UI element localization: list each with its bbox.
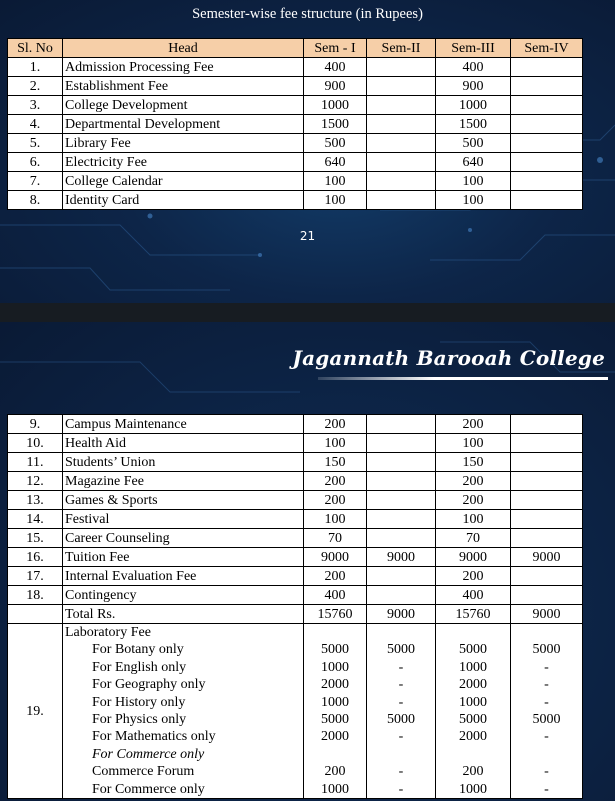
lab-fee-value: 200 (462, 764, 484, 780)
lab-fee-value: 1000 (321, 659, 349, 675)
cell-sem-3: 200 (436, 567, 511, 586)
table-row (8, 605, 583, 624)
lab-fee-item-label: Commerce Forum (92, 764, 195, 780)
cell-sem-1: 200 (304, 415, 367, 434)
cell-head: Games & Sports (63, 491, 304, 510)
cell-sem-2 (367, 115, 436, 134)
cell-sem-2 (367, 134, 436, 153)
cell-sem-3: 200 (436, 472, 511, 491)
cell-head: Electricity Fee (63, 153, 304, 172)
lab-fee-value (369, 746, 433, 763)
cell-sem-1: 100 (304, 172, 367, 191)
cell-head: Campus Maintenance (63, 415, 304, 434)
lab-fee-title: Laboratory Fee (65, 625, 151, 640)
cell-sem-2 (367, 624, 436, 799)
cell-sem-4 (511, 77, 583, 96)
table-row (8, 191, 583, 210)
fee-structure-table-part2 (7, 414, 583, 799)
lab-fee-value: 1000 (321, 694, 349, 710)
lab-fee-spacer (306, 624, 364, 641)
cell-sem-2 (367, 434, 436, 453)
cell-head: Admission Processing Fee (63, 58, 304, 77)
lab-fee-value: - (544, 694, 549, 710)
cell-sem-3: 640 (436, 153, 511, 172)
cell-head: Magazine Fee (63, 472, 304, 491)
cell-sem-4 (511, 453, 583, 472)
lab-fee-value: 5000 (459, 642, 487, 658)
table-caption: Semester-wise fee structure (in Rupees) (192, 6, 423, 22)
table-row (8, 172, 583, 191)
cell-sl-no: 19. (8, 624, 63, 799)
cell-sem-3: 200 (436, 415, 511, 434)
cell-sl-no: 11. (8, 453, 63, 472)
cell-sl-no: 7. (8, 172, 63, 191)
lab-fee-value: 5000 (321, 642, 349, 658)
cell-sem-4: 9000 (511, 548, 583, 567)
lab-fee-value: 1000 (459, 694, 487, 710)
cell-sem-1 (304, 624, 367, 799)
cell-sem-1: 640 (304, 153, 367, 172)
header-sem-3: Sem-III (436, 39, 511, 58)
lab-fee-value: 1000 (459, 659, 487, 675)
cell-sem-4 (511, 510, 583, 529)
lab-fee-value: 2000 (459, 729, 487, 745)
table-row (8, 510, 583, 529)
lab-fee-item-label: For Mathematics only (92, 729, 216, 745)
cell-sem-1: 1000 (304, 96, 367, 115)
cell-sem-3: 150 (436, 453, 511, 472)
cell-sl-no: 6. (8, 153, 63, 172)
table-row (8, 453, 583, 472)
lab-fee-value: 2000 (321, 677, 349, 693)
table-row (8, 434, 583, 453)
cell-head: Total Rs. (63, 605, 304, 624)
cell-sem-4 (511, 529, 583, 548)
lab-fee-item-label: For Geography only (92, 677, 206, 693)
cell-sem-1: 200 (304, 567, 367, 586)
cell-head: Tuition Fee (63, 548, 304, 567)
cell-sl-no: 4. (8, 115, 63, 134)
cell-sem-4 (511, 96, 583, 115)
cell-sem-4 (511, 624, 583, 799)
cell-sem-1: 1500 (304, 115, 367, 134)
cell-sl-no: 2. (8, 77, 63, 96)
cell-sem-2 (367, 58, 436, 77)
cell-head: College Development (63, 96, 304, 115)
lab-fee-value: 5000 (459, 712, 487, 728)
cell-sem-1: 100 (304, 510, 367, 529)
cell-head: Establishment Fee (63, 77, 304, 96)
cell-sem-3: 900 (436, 77, 511, 96)
table-row (8, 96, 583, 115)
lab-fee-value: - (544, 729, 549, 745)
cell-sem-3: 500 (436, 134, 511, 153)
cell-head: College Calendar (63, 172, 304, 191)
cell-head: Students’ Union (63, 453, 304, 472)
lab-fee-value: 5000 (532, 712, 561, 728)
cell-sem-1: 400 (304, 58, 367, 77)
cell-sem-1: 150 (304, 453, 367, 472)
lab-fee-value (513, 746, 580, 763)
cell-sem-3: 9000 (436, 548, 511, 567)
lab-fee-value: - (398, 781, 404, 797)
cell-sem-2 (367, 96, 436, 115)
cell-sl-no: 18. (8, 586, 63, 605)
cell-sem-2 (367, 472, 436, 491)
cell-head: Departmental Development (63, 115, 304, 134)
cell-sl-no: 9. (8, 415, 63, 434)
table-row (8, 491, 583, 510)
cell-sem-2: 9000 (367, 605, 436, 624)
cell-sem-4 (511, 115, 583, 134)
cell-sem-3: 100 (436, 191, 511, 210)
page-gap (0, 303, 615, 322)
cell-sem-2 (367, 586, 436, 605)
cell-head: Health Aid (63, 434, 304, 453)
cell-sem-3: 100 (436, 172, 511, 191)
cell-sem-3 (436, 624, 511, 799)
header-underline (318, 377, 608, 380)
cell-sl-no: 3. (8, 96, 63, 115)
cell-head (63, 624, 304, 799)
cell-sl-no: 13. (8, 491, 63, 510)
lab-fee-value: - (544, 764, 549, 780)
cell-sem-4 (511, 134, 583, 153)
lab-fee-value: 1000 (321, 781, 349, 797)
cell-sl-no: 16. (8, 548, 63, 567)
lab-fee-value: - (544, 659, 549, 675)
cell-sem-1: 200 (304, 491, 367, 510)
lab-fee-value: 2000 (321, 729, 349, 745)
document-page-1 (0, 0, 615, 303)
lab-fee-item-label: For Commerce only (92, 781, 205, 797)
cell-sem-3: 400 (436, 58, 511, 77)
cell-sem-4 (511, 586, 583, 605)
cell-sl-no: 12. (8, 472, 63, 491)
cell-sl-no: 17. (8, 567, 63, 586)
lab-fee-spacer (513, 624, 580, 641)
cell-head: Internal Evaluation Fee (63, 567, 304, 586)
lab-fee-value: 200 (324, 764, 346, 780)
header-sem-4: Sem-IV (511, 39, 583, 58)
cell-sem-1: 9000 (304, 548, 367, 567)
lab-fee-value: 2000 (459, 677, 487, 693)
cell-sem-2 (367, 453, 436, 472)
cell-sem-1: 100 (304, 434, 367, 453)
table-row (8, 567, 583, 586)
cell-sem-4 (511, 434, 583, 453)
page-number: 21 (299, 229, 316, 243)
cell-sl-no: 1. (8, 58, 63, 77)
cell-sem-3: 100 (436, 434, 511, 453)
cell-sem-2 (367, 77, 436, 96)
table-row (8, 153, 583, 172)
cell-sl-no: 15. (8, 529, 63, 548)
cell-sem-1: 900 (304, 77, 367, 96)
lab-fee-value: - (398, 694, 404, 710)
lab-fee-spacer (438, 624, 508, 641)
header-sem-2: Sem-II (367, 39, 436, 58)
lab-fee-row (8, 624, 583, 799)
lab-fee-item-label: For English only (92, 659, 187, 675)
header-head: Head (63, 39, 304, 58)
cell-sem-1: 400 (304, 586, 367, 605)
lab-fee-value: - (544, 781, 549, 797)
cell-sem-4 (511, 58, 583, 77)
header-sem-1: Sem - I (304, 39, 367, 58)
cell-sem-4 (511, 191, 583, 210)
cell-sem-4 (511, 491, 583, 510)
cell-head: Career Counseling (63, 529, 304, 548)
cell-sem-3: 1000 (436, 96, 511, 115)
lab-fee-value: - (398, 764, 404, 780)
lab-fee-value: 5000 (387, 712, 415, 728)
lab-fee-value: - (398, 677, 404, 693)
lab-fee-item-label: For Physics only (92, 712, 187, 728)
cell-sem-2 (367, 567, 436, 586)
cell-sem-4 (511, 415, 583, 434)
table-row (8, 115, 583, 134)
cell-head: Identity Card (63, 191, 304, 210)
table-row (8, 58, 583, 77)
cell-sem-3: 100 (436, 510, 511, 529)
cell-sem-4 (511, 172, 583, 191)
cell-sem-2 (367, 415, 436, 434)
cell-sl-no: 5. (8, 134, 63, 153)
cell-sem-4 (511, 153, 583, 172)
cell-sl-no: 8. (8, 191, 63, 210)
cell-sem-2: 9000 (367, 548, 436, 567)
table-row (8, 134, 583, 153)
cell-sem-4: 9000 (511, 605, 583, 624)
table-row (8, 529, 583, 548)
cell-sem-4 (511, 472, 583, 491)
table-header-row (8, 39, 583, 58)
college-name-header: Jagannath Barooah College (292, 346, 605, 370)
cell-sem-3: 70 (436, 529, 511, 548)
lab-fee-spacer (369, 624, 433, 641)
table-row (8, 415, 583, 434)
cell-sem-2 (367, 510, 436, 529)
cell-sem-2 (367, 191, 436, 210)
cell-sl-no (8, 605, 63, 624)
fee-structure-table-part1 (7, 38, 583, 210)
lab-fee-value (306, 746, 364, 763)
cell-sem-1: 100 (304, 191, 367, 210)
cell-head: Festival (63, 510, 304, 529)
lab-fee-item-label: For Commerce only (92, 746, 205, 762)
lab-fee-value: - (544, 677, 549, 693)
cell-sem-2 (367, 153, 436, 172)
cell-sem-3: 15760 (436, 605, 511, 624)
lab-fee-value (438, 746, 508, 763)
cell-sl-no: 10. (8, 434, 63, 453)
lab-fee-item-label: For History only (92, 694, 186, 710)
cell-sem-3: 1500 (436, 115, 511, 134)
cell-sem-2 (367, 172, 436, 191)
header-sl-no: Sl. No (8, 39, 63, 58)
cell-sem-1: 200 (304, 472, 367, 491)
table-row (8, 548, 583, 567)
lab-fee-value: 1000 (459, 781, 487, 797)
cell-head: Library Fee (63, 134, 304, 153)
lab-fee-value: - (398, 729, 404, 745)
cell-sem-3: 400 (436, 586, 511, 605)
cell-sem-4 (511, 567, 583, 586)
cell-sem-3: 200 (436, 491, 511, 510)
lab-fee-value: 5000 (321, 712, 349, 728)
cell-sem-2 (367, 491, 436, 510)
table-row (8, 472, 583, 491)
table-row (8, 586, 583, 605)
cell-sem-1: 15760 (304, 605, 367, 624)
cell-sem-1: 70 (304, 529, 367, 548)
table-row (8, 77, 583, 96)
lab-fee-value: 5000 (387, 642, 415, 658)
lab-fee-value: 5000 (532, 642, 561, 658)
cell-sl-no: 14. (8, 510, 63, 529)
cell-sem-1: 500 (304, 134, 367, 153)
document-page-2 (0, 322, 615, 801)
cell-sem-2 (367, 529, 436, 548)
lab-fee-value: - (398, 659, 404, 675)
lab-fee-item-label: For Botany only (92, 642, 184, 658)
cell-head: Contingency (63, 586, 304, 605)
